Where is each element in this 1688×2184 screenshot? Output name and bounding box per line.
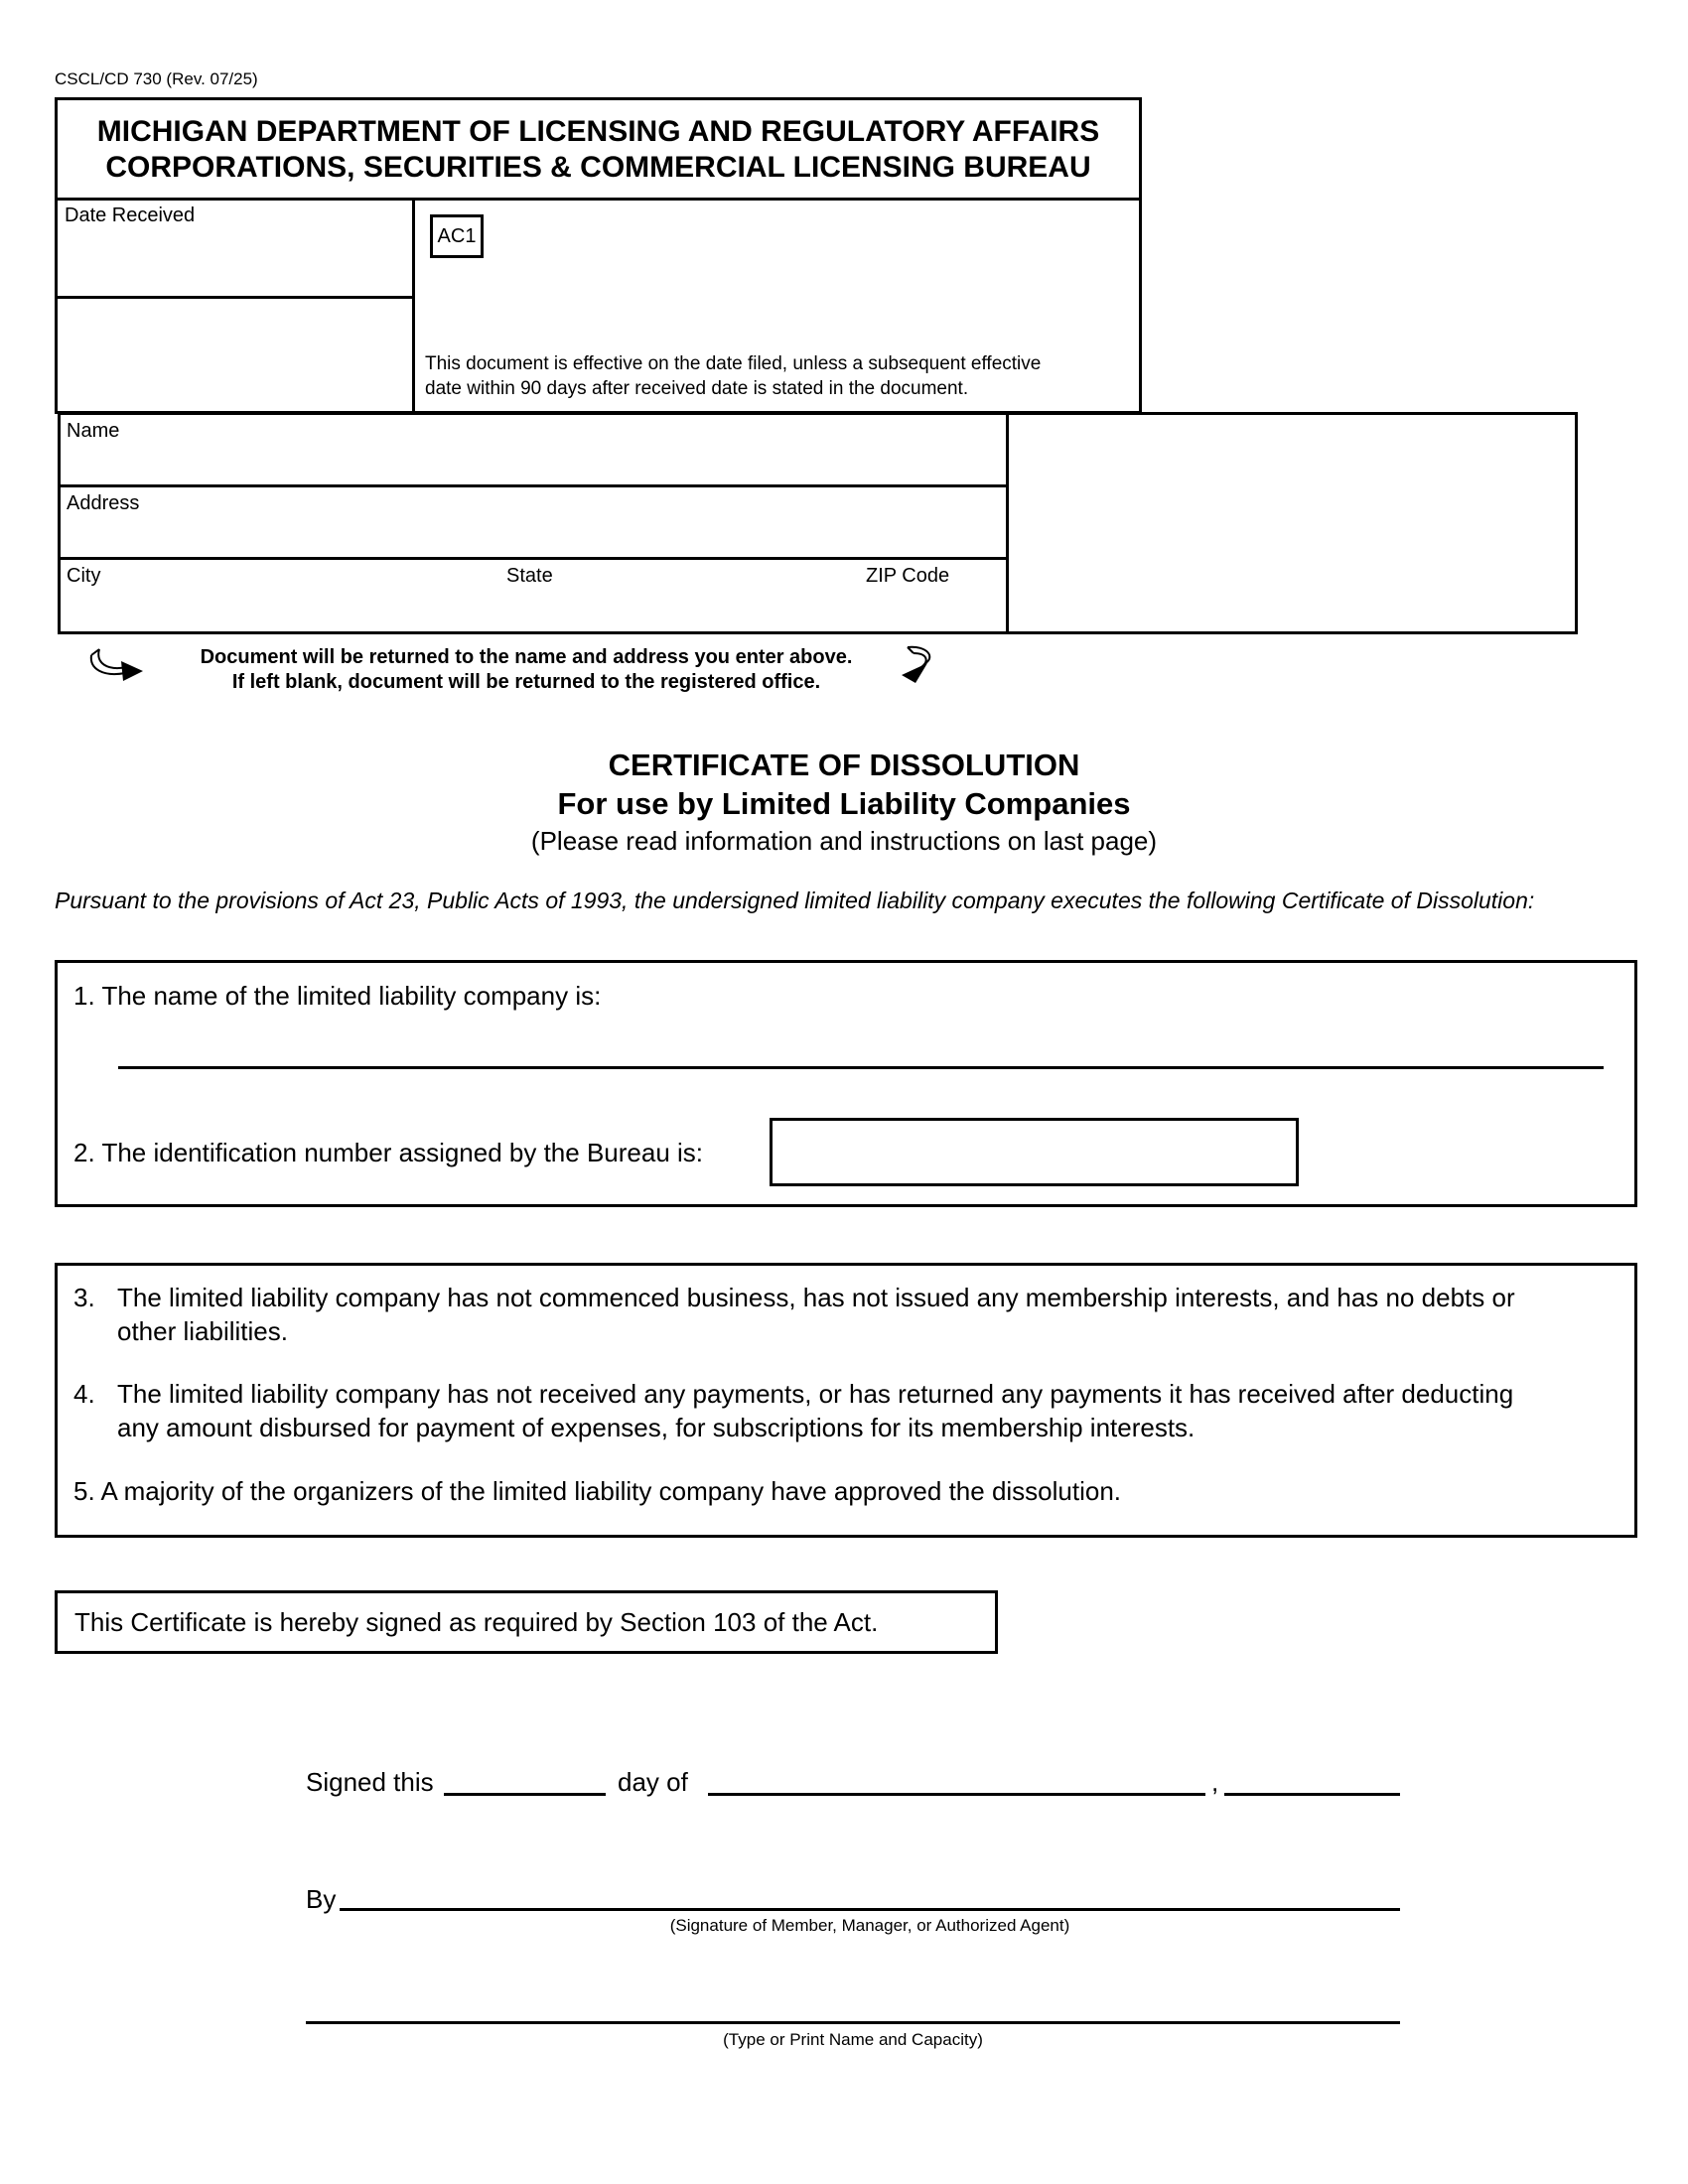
signature-caption: (Signature of Member, Manager, or Authorized Agent)	[669, 1916, 1070, 1935]
item-3-text	[117, 1281, 1617, 1348]
item-5-text: 5. A majority of the organizers of the limited liability company have approved the dissolution.	[73, 1476, 1122, 1506]
form-number: CSCL/CD 730 (Rev. 07/25)	[55, 69, 258, 88]
certificate-title-block	[0, 747, 1688, 858]
item-4-number: 4.	[73, 1379, 95, 1409]
city-field[interactable]	[62, 590, 498, 629]
effective-notice-line-1: This document is effective on the date filed, unless a subsequent effective	[425, 353, 1042, 374]
item-3-line-2: other liabilities.	[117, 1316, 288, 1346]
agency-line-2: CORPORATIONS, SECURITIES & COMMERCIAL LICENSING BUREAU	[105, 151, 1091, 184]
date-received-label: Date Received	[65, 205, 196, 226]
barcode-area-box	[1006, 412, 1578, 634]
filing-code-box	[430, 214, 484, 258]
item-1-text: 1. The name of the limited liability company is:	[73, 981, 602, 1011]
company-name-line[interactable]	[118, 1066, 1604, 1069]
city-label: City	[67, 565, 101, 587]
zip-code-field[interactable]	[862, 590, 1005, 629]
name-label: Name	[67, 420, 120, 442]
item-2-text: 2. The identification number assigned by the Bureau is:	[73, 1138, 704, 1167]
agency-header-box	[55, 97, 1142, 201]
return-notice	[149, 645, 904, 695]
certificate-title: CERTIFICATE OF DISSOLUTION	[608, 748, 1080, 782]
address-label: Address	[67, 492, 140, 514]
item-4-text	[117, 1377, 1617, 1444]
item-3-number: 3.	[73, 1283, 95, 1312]
date-comma: ,	[1211, 1767, 1219, 1797]
item-4-line-2: any amount disbursed for payment of expenses, for subscriptions for its membership interests.	[117, 1413, 1196, 1442]
agency-line-1: MICHIGAN DEPARTMENT OF LICENSING AND REGULATORY AFFAIRS	[96, 115, 1100, 148]
return-arrow-right-icon	[898, 641, 941, 690]
zip-code-label: ZIP Code	[866, 565, 950, 587]
signature-line[interactable]	[340, 1908, 1400, 1911]
signed-month-line[interactable]	[708, 1793, 1205, 1796]
item-3-line-1: The limited liability company has not commenced business, has not issued any membership interests, and has no debts or	[117, 1283, 1515, 1312]
address-field[interactable]	[62, 517, 1005, 555]
name-field[interactable]	[62, 445, 1005, 482]
effective-notice-line-2: date within 90 days after received date is stated in the document.	[425, 378, 969, 399]
state-field[interactable]	[501, 590, 859, 629]
printed-name-line[interactable]	[306, 2021, 1400, 2024]
return-notice-line-2: If left blank, document will be returned to the registered office.	[231, 671, 821, 693]
by-label: By	[306, 1884, 337, 1914]
effective-notice	[425, 351, 1041, 401]
printed-name-caption: (Type or Print Name and Capacity)	[723, 2030, 983, 2049]
signed-this-label: Signed this	[306, 1767, 434, 1797]
signed-day-line[interactable]	[444, 1793, 606, 1796]
signed-year-line[interactable]	[1224, 1793, 1400, 1796]
return-arrow-left-icon	[85, 643, 147, 690]
item-4-line-1: The limited liability company has not received any payments, or has returned any payments it has received after deducting	[117, 1379, 1514, 1409]
instructions-note: (Please read information and instructions on last page)	[530, 826, 1158, 856]
state-label: State	[506, 565, 553, 587]
identification-number-field[interactable]	[770, 1118, 1299, 1186]
day-of-label: day of	[618, 1767, 688, 1797]
certificate-subtitle: For use by Limited Liability Companies	[557, 786, 1131, 821]
return-notice-line-1: Document will be returned to the name and address you enter above.	[200, 646, 853, 668]
preamble: Pursuant to the provisions of Act 23, Public Acts of 1993, the undersigned limited liability company executes the following Certificate of Dissolution:	[55, 887, 1535, 913]
signature-statement: This Certificate is hereby signed as required by Section 103 of the Act.	[74, 1607, 879, 1637]
signature-statement-box	[55, 1590, 998, 1654]
filing-code: AC1	[437, 225, 477, 247]
